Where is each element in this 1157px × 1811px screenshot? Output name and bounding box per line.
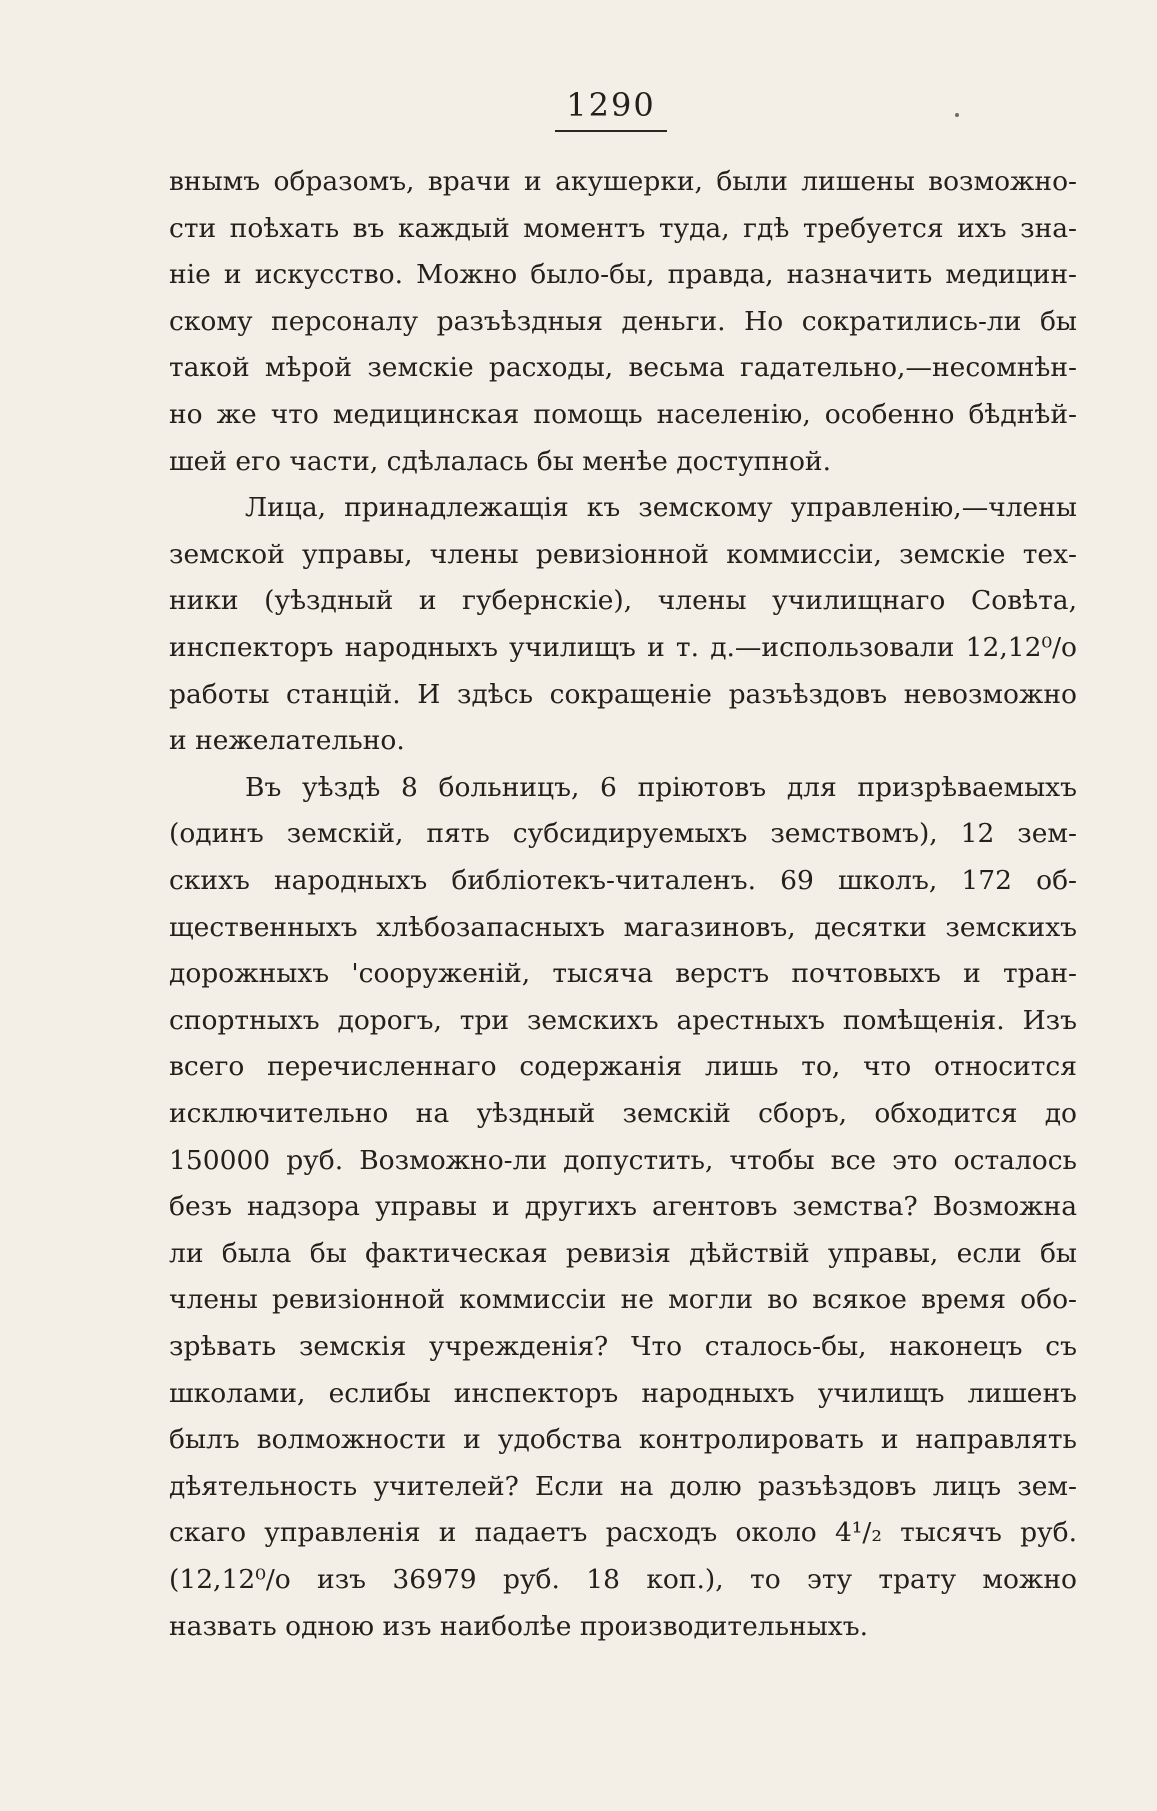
page-number-rule <box>555 130 667 132</box>
text-line: скому персоналу разъѣздныя деньги. Но сократились-ли бы <box>169 305 1077 337</box>
text-line: такой мѣрой земскіе расходы, весьма гадательно,—несомнѣн- <box>169 352 1077 384</box>
text-line: зрѣвать земскія учрежденія? Что сталось-бы, наконецъ съ <box>169 1331 1077 1362</box>
margin-speck <box>955 113 959 117</box>
text-line: былъ волможности и удобства контролировать и направлять <box>169 1424 1077 1456</box>
text-line: исключительно на уѣздный земскій сборъ, обходится до <box>169 1098 1077 1129</box>
text-line: и нежелательно. <box>169 725 405 757</box>
text-line: Лица, принадлежащія къ земскому управленію,—члены <box>245 492 1077 524</box>
text-line: (12,12⁰/о изъ 36979 руб. 18 коп.), то эту трату можно <box>169 1564 1077 1595</box>
text-line: шей его части, сдѣлалась бы менѣе доступной. <box>169 445 832 477</box>
text-line: школами, еслибы инспекторъ народныхъ училищъ лишенъ <box>169 1377 1077 1409</box>
text-line: дѣятельность учителей? Если на долю разъѣздовъ лицъ зем- <box>169 1470 1077 1502</box>
text-line: спортныхъ дорогъ, три земскихъ арестныхъ помѣщенія. Изъ <box>169 1004 1077 1036</box>
text-line: дорожныхъ 'сооруженій, тысяча верстъ почтовыхъ и тран- <box>169 958 1077 990</box>
text-line: скихъ народныхъ библіотекъ-читаленъ. 69 школъ, 172 об- <box>169 865 1077 896</box>
page-number: 1290 <box>566 86 656 124</box>
text-line: инспекторъ народныхъ училищъ и т. д.—использовали 12,12⁰/о <box>169 632 1077 663</box>
text-line: сти поѣхать въ каждый моментъ туда, гдѣ требуется ихъ зна- <box>169 212 1077 244</box>
text-line: земской управы, члены ревизіонной коммиссіи, земскіе тех- <box>169 538 1077 570</box>
text-line: щественныхъ хлѣбозапасныхъ магазиновъ, десятки земскихъ <box>169 911 1077 943</box>
text-line: члены ревизіонной коммиссіи не могли во всякое время обо- <box>169 1284 1077 1316</box>
text-line: безъ надзора управы и другихъ агентовъ земства? Возможна <box>169 1191 1077 1223</box>
text-line: ли была бы фактическая ревизія дѣйствій управы, если бы <box>169 1237 1077 1269</box>
text-line: ніе и искусство. Можно было-бы, правда, назначить медицин- <box>169 259 1077 291</box>
text-line: назвать одною изъ наиболѣе производительныхъ. <box>169 1610 869 1642</box>
text-line: работы станцій. И здѣсь сокращеніе разъѣздовъ невозможно <box>169 678 1077 710</box>
text-line: 150000 руб. Возможно-ли допустить, чтобы все это осталось <box>169 1144 1077 1176</box>
text-line: Въ уѣздѣ 8 больницъ, 6 пріютовъ для призрѣваемыхъ <box>245 771 1077 803</box>
text-line: скаго управленія и падаетъ расходъ около 4¹/₂ тысячъ руб. <box>169 1517 1077 1549</box>
text-line: но же что медицинская помощь населенію, особенно бѣднѣй- <box>169 399 1077 430</box>
text-line: внымъ образомъ, врачи и акушерки, были лишены возможно- <box>169 166 1077 197</box>
text-line: ники (уѣздный и губернскіе), члены училищнаго Совѣта, <box>169 585 1077 617</box>
text-line: всего перечисленнаго содержанія лишь то, что относится <box>169 1051 1077 1083</box>
text-line: (одинъ земскій, пять субсидируемыхъ земствомъ), 12 зем- <box>169 818 1077 850</box>
